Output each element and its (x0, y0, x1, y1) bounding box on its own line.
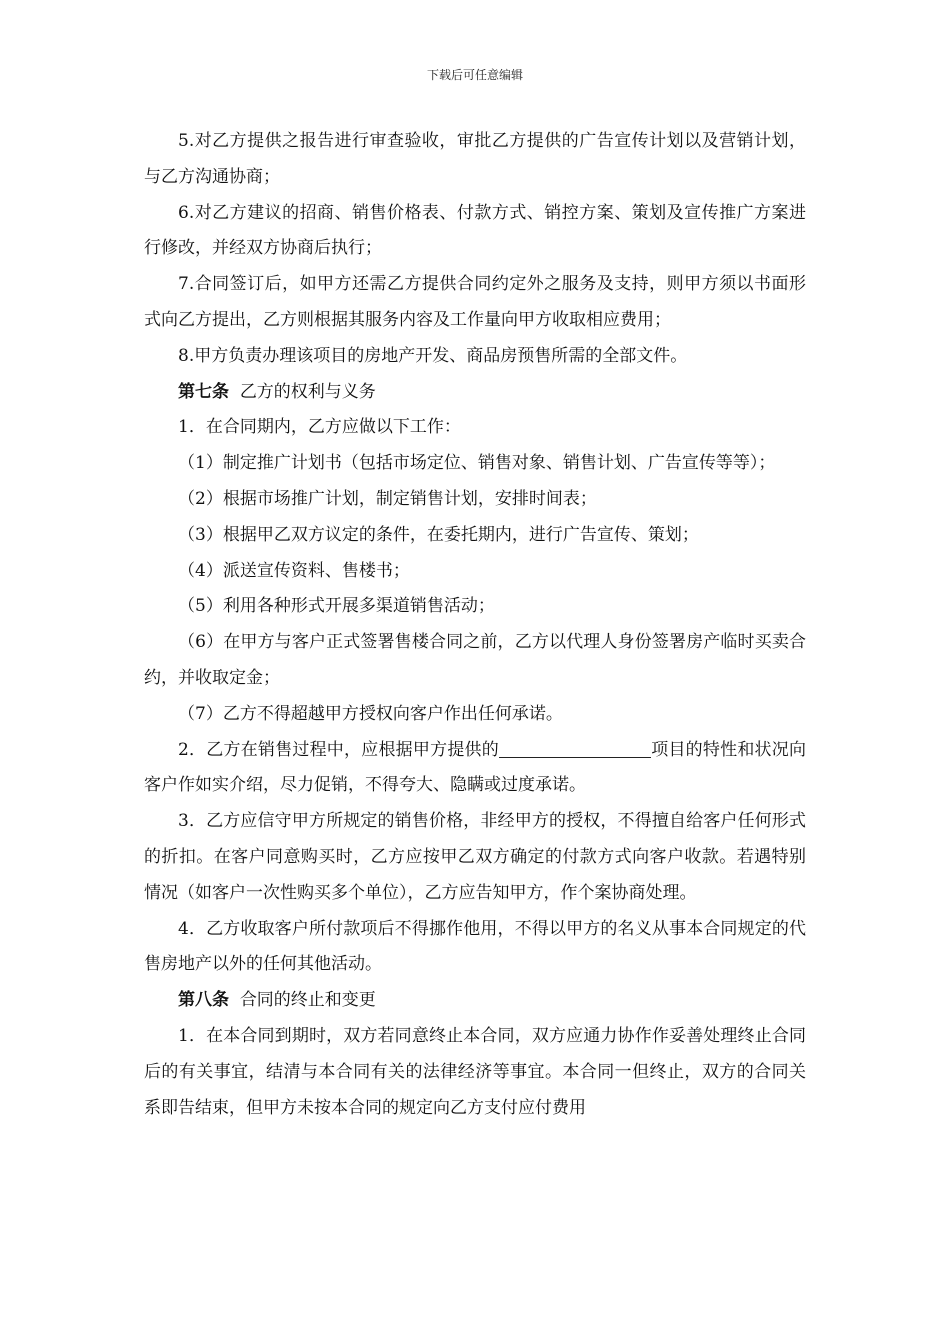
paragraph: 7.合同签订后，如甲方还需乙方提供合同约定外之服务及支持，则甲方须以书面形式向乙方提出，乙方则根据其服务内容及工作量向甲方收取相应费用； (144, 274, 806, 330)
document-body (144, 124, 806, 1126)
paragraph: 4．乙方收取客户所付款项后不得挪作他用，不得以甲方的名义从事本合同规定的代售房地产以外的任何其他活动。 (144, 918, 806, 975)
paragraph-text: 项目的特性和状况向客户作如实介绍，尽力促销，不得夸大、隐瞒或过度承诺。 (144, 739, 806, 796)
paragraph: 3．乙方应信守甲方所规定的销售价格，非经甲方的授权，不得擅自给客户任何形式的折扣。在客户同意购买时，乙方应按甲乙双方确定的付款方式向客户收款。若遇特别情况（如客户一次性购买多个单位），乙方应告知甲方，作个案协商处理。 (144, 811, 806, 903)
section-heading-7 (144, 375, 806, 411)
header-note: 下载后可任意编辑 (426, 68, 523, 82)
sub-item: （6）在甲方与客户正式签署售楼合同之前，乙方以代理人身份签署房产临时买卖合约，并收取定金； (144, 632, 806, 688)
paragraph: 5.对乙方提供之报告进行审查验收，审批乙方提供的广告宣传计划以及营销计划，与乙方沟通协商； (144, 131, 806, 187)
section-number: 第七条 (178, 381, 229, 402)
paragraph-text: 2．乙方在销售过程中，应根据甲方提供的 (178, 739, 500, 760)
sub-item: （4）派送宣传资料、售楼书； (178, 560, 410, 581)
section-title: 合同的终止和变更 (239, 990, 376, 1011)
sub-item: （2）根据市场推广计划，制定销售计划，安排时间表； (178, 488, 597, 509)
sub-item: （3）根据甲乙双方议定的条件，在委托期内，进行广告宣传、策划； (178, 524, 699, 545)
section-title: 乙方的权利与义务 (239, 381, 376, 402)
section-number: 第八条 (178, 990, 229, 1011)
fill-in-blank[interactable] (499, 737, 651, 758)
sub-item: （1）制定推广计划书（包括市场定位、销售对象、销售计划、广告宣传等等）； (178, 453, 776, 474)
paragraph: 1．在本合同到期时，双方若同意终止本合同，双方应通力协作作妥善处理终止合同后的有关事宜，结清与本合同有关的法律经济等事宜。本合同一但终止，双方的合同关系即告结束，但甲方未按本合同的规定向乙方支付应付费用 (144, 1025, 806, 1118)
paragraph (144, 733, 806, 805)
paragraph: 8.甲方负责办理该项目的房地产开发、商品房预售所需的全部文件。 (178, 345, 688, 366)
paragraph: 6.对乙方建议的招商、销售价格表、付款方式、销控方案、策划及宣传推广方案进行修改，并经双方协商后执行； (144, 202, 806, 259)
paragraph: 1．在合同期内，乙方应做以下工作： (178, 417, 461, 438)
section-heading-8 (144, 983, 806, 1019)
sub-item: （7）乙方不得超越甲方授权向客户作出任何承诺。 (178, 703, 563, 724)
sub-item: （5）利用各种形式开展多渠道销售活动； (178, 596, 495, 617)
